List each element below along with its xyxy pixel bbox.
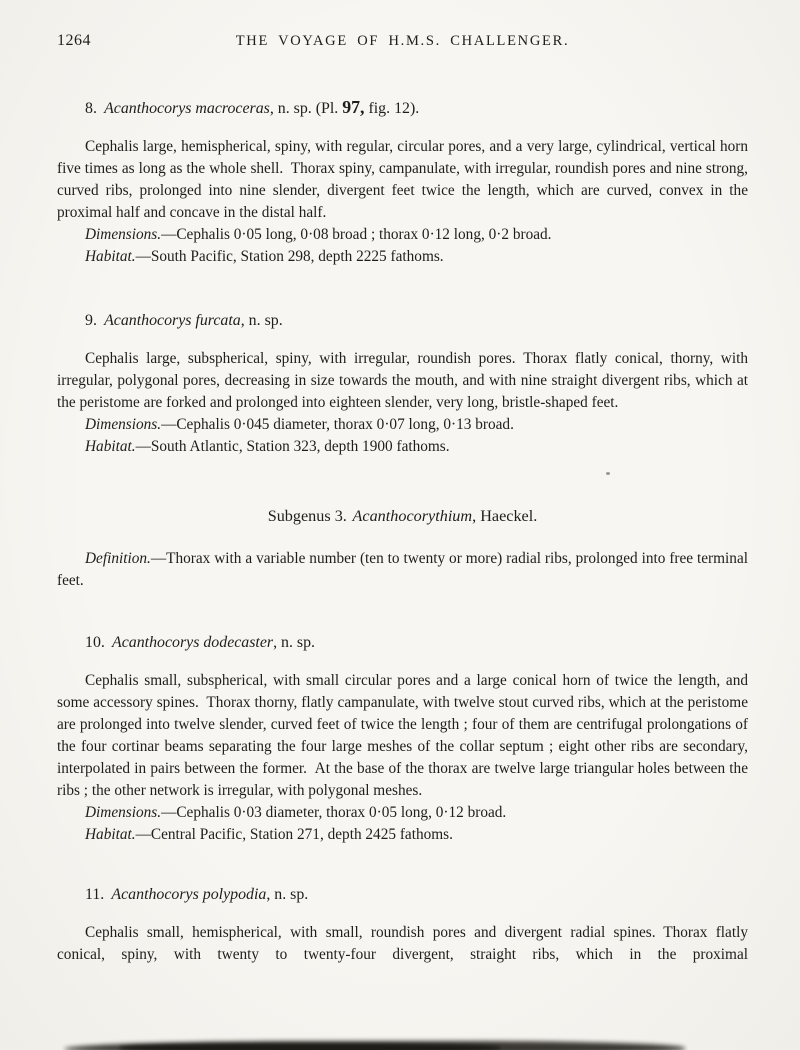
- habitat-line: [57, 246, 748, 268]
- species-section-10: [57, 632, 748, 846]
- definition-text: —Thorax with a variable number (ten to twenty or more) radial ribs, prolonged into free terminal feet.: [57, 550, 748, 589]
- running-title: THE VOYAGE OF H.M.S. CHALLENGER.: [235, 33, 570, 49]
- species-heading: [57, 884, 748, 906]
- habitat-label: Habitat.: [85, 248, 136, 265]
- species-name: Acanthocorys dodecaster: [112, 634, 274, 651]
- species-heading-suffix: , n. sp.: [273, 634, 316, 651]
- dimensions-line: [57, 414, 748, 436]
- subgenus-author: , Haeckel.: [472, 507, 538, 525]
- habitat-value: —South Pacific, Station 298, depth 2225 fathoms.: [135, 248, 444, 265]
- species-description: Cephalis small, hemispherical, with small, roundish pores and divergent radial spines. Thorax flatly conical, spiny, with twenty to twenty-four divergent, straight ribs, which in the proximal: [57, 924, 748, 963]
- definition-label: Definition.: [85, 550, 151, 567]
- subgenus-heading: [57, 504, 748, 528]
- definition-line: [57, 548, 748, 592]
- dimensions-value: —Cephalis 0·03 diameter, thorax 0·05 long, 0·12 broad.: [161, 804, 507, 821]
- species-name: Acanthocorys furcata: [104, 312, 241, 329]
- figure-reference: fig. 12).: [364, 100, 420, 117]
- species-number: 11.: [85, 886, 105, 903]
- dimensions-value: —Cephalis 0·05 long, 0·08 broad ; thorax 0·12 long, 0·2 broad.: [161, 226, 552, 243]
- species-number: 9.: [85, 312, 97, 329]
- scan-artifact-speck: [606, 472, 610, 475]
- dimensions-label: Dimensions.: [85, 416, 162, 433]
- page-number: 1264: [57, 32, 91, 49]
- species-description: Cephalis large, hemispherical, spiny, with regular, circular pores, and a very large, cylindrical, vertical horn five times as long as the whole shell. Thorax spiny, campanulate, with irregular, roundish pores and nine strong, curved ribs, prolonged into nine slender, divergent feet twice the length, which are curved, convex in the proximal half and concave in the distal half.: [57, 138, 748, 221]
- dimensions-line: [57, 224, 748, 246]
- species-description: Cephalis small, subspherical, with small circular pores and a large conical horn of twice the length, and some accessory spines. Thorax thorny, flatly campanulate, with twelve stout curved ribs, which at the peristome are prolonged into twelve slender, curved feet of twice the length ; four of them are centrifugal prolongations of the four cortinar beams separating the four large meshes of the collar septum ; eight other ribs are secondary, interpolated in pairs between the former. At the base of the thorax are twelve large triangular holes between the ribs ; the other network is irregular, with polygonal meshes.: [57, 672, 748, 799]
- dimensions-line: [57, 802, 748, 824]
- species-heading: [57, 96, 748, 120]
- species-description: Cephalis large, subspherical, spiny, with irregular, roundish pores. Thorax flatly conical, thorny, with irregular, polygonal pores, decreasing in size towards the mouth, and with nine straight divergent ribs, which at the peristome are forked and prolonged into eighteen slender, very long, bristle-shaped feet.: [57, 350, 748, 411]
- species-heading-suffix: , n. sp. (Pl.: [269, 100, 343, 117]
- habitat-line: [57, 824, 748, 846]
- subgenus-prefix: Subgenus 3.: [267, 507, 347, 525]
- species-section-11: [57, 884, 748, 966]
- subgenus-name: Acanthocorythium: [352, 507, 473, 525]
- habitat-label: Habitat.: [85, 438, 136, 455]
- species-number: 8.: [85, 100, 97, 117]
- species-heading: [57, 310, 748, 332]
- habitat-value: —South Atlantic, Station 323, depth 1900 fathoms.: [135, 438, 450, 455]
- plate-number: 97,: [342, 97, 365, 117]
- dimensions-label: Dimensions.: [85, 226, 162, 243]
- habitat-label: Habitat.: [85, 826, 136, 843]
- species-section-9: [57, 310, 748, 458]
- habitat-line: [57, 436, 748, 458]
- dimensions-label: Dimensions.: [85, 804, 162, 821]
- species-name: Acanthocorys polypodia: [111, 886, 267, 903]
- page-header: [57, 30, 748, 52]
- species-heading-suffix: , n. sp.: [240, 312, 283, 329]
- subgenus-section: [57, 504, 748, 592]
- species-number: 10.: [85, 634, 105, 651]
- habitat-value: —Central Pacific, Station 271, depth 2425 fathoms.: [135, 826, 453, 843]
- scan-artifact-smudge-dark: [120, 1044, 500, 1050]
- dimensions-value: —Cephalis 0·045 diameter, thorax 0·07 long, 0·13 broad.: [161, 416, 514, 433]
- species-heading: [57, 632, 748, 654]
- species-heading-suffix: , n. sp.: [266, 886, 309, 903]
- species-section-8: [57, 96, 748, 268]
- species-name: Acanthocorys macroceras: [104, 100, 270, 117]
